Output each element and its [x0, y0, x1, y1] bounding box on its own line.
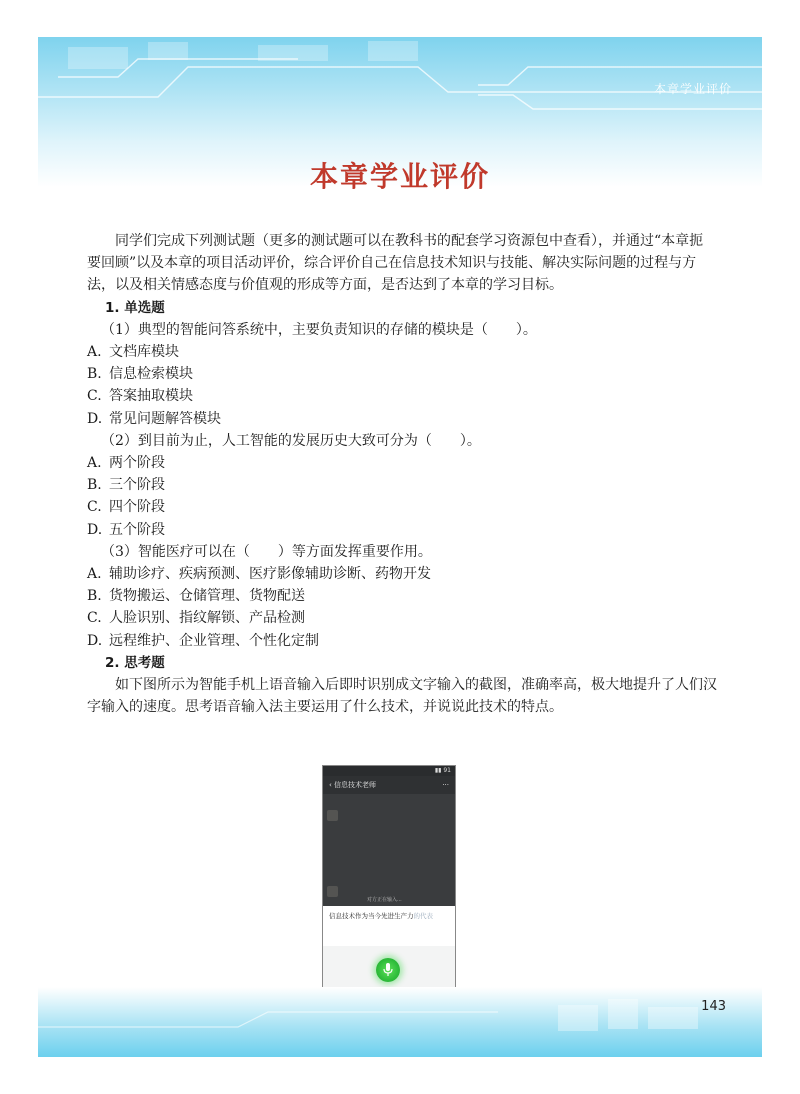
option-text: 三个阶段 — [109, 477, 165, 494]
option-item — [87, 474, 717, 496]
question-stem: （2）到目前为止，人工智能的发展历史大致可分为（ ）。 — [101, 432, 481, 449]
option-letter: D. — [87, 410, 103, 427]
question-stem: （1）典型的智能问答系统中，主要负责知识的存储的模块是（ ）。 — [101, 321, 537, 338]
option-text: 信息检索模块 — [109, 366, 193, 383]
page-number: 143 — [701, 999, 726, 1014]
option-letter: C. — [87, 388, 102, 405]
chat-title: 信息技术老师 — [334, 781, 377, 789]
footer-decoration — [38, 987, 762, 1057]
option-letter: B. — [87, 588, 102, 605]
option-item — [87, 341, 717, 363]
signal-icon: ▮▮ — [434, 767, 444, 774]
textbook-page — [38, 37, 762, 1057]
option-text: 远程维护、企业管理、个性化定制 — [109, 632, 319, 649]
option-item — [87, 363, 717, 385]
option-text: 人脸识别、指纹解锁、产品检测 — [109, 610, 305, 627]
battery-level: 91 — [443, 767, 451, 774]
back-arrow-icon: ‹ — [329, 781, 332, 789]
microphone-icon — [383, 963, 393, 977]
option-item — [87, 585, 717, 607]
option-item — [87, 385, 717, 407]
option-item — [87, 408, 717, 430]
option-item — [87, 496, 717, 518]
option-text: 两个阶段 — [109, 455, 165, 472]
header-chapter-label: 本章学业评价 — [653, 82, 732, 96]
question-stem: （3）智能医疗可以在（ ）等方面发挥重要作用。 — [101, 543, 432, 560]
recognized-text: 信息技术作为当今先进生产力 — [329, 912, 414, 920]
section-heading-thinking: 2. 思考题 — [105, 654, 165, 671]
chat-header — [323, 776, 455, 794]
option-item — [87, 519, 717, 541]
option-text: 辅助诊疗、疾病预测、医疗影像辅助诊断、药物开发 — [109, 566, 431, 583]
avatar — [327, 810, 338, 821]
option-text: 常见问题解答模块 — [109, 410, 221, 427]
option-text: 答案抽取模块 — [109, 388, 193, 405]
option-text: 文档库模块 — [109, 344, 179, 361]
chapter-title: 本章学业评价 — [309, 160, 490, 193]
option-letter: B. — [87, 366, 102, 383]
option-text: 货物搬运、仓储管理、货物配送 — [109, 588, 305, 605]
footer-banner — [38, 987, 762, 1057]
avatar — [327, 886, 338, 897]
option-letter: C. — [87, 610, 102, 627]
option-letter: D. — [87, 632, 103, 649]
option-item — [87, 630, 717, 652]
option-letter: A. — [87, 455, 102, 472]
page-content — [87, 230, 717, 718]
option-item — [87, 452, 717, 474]
option-text: 五个阶段 — [109, 521, 165, 538]
pending-text: 的代表 — [413, 912, 433, 920]
chat-area — [323, 794, 455, 906]
section-heading-single-choice: 1. 单选题 — [105, 299, 165, 316]
thinking-question-text: 如下图所示为智能手机上语音输入后即时识别成文字输入的截图，准确率高，极大地提升了人们汉字输入的速度。思考语音输入法主要运用了什么技术，并说说此技术的特点。 — [87, 677, 717, 716]
option-item — [87, 563, 717, 585]
option-letter: A. — [87, 566, 102, 583]
option-letter: A. — [87, 344, 102, 361]
option-letter: D. — [87, 521, 103, 538]
phone-screenshot — [322, 765, 456, 1001]
voice-input-text — [323, 906, 455, 946]
option-item — [87, 607, 717, 629]
microphone-button — [376, 958, 400, 982]
more-menu-icon: ··· — [442, 781, 449, 789]
option-letter: C. — [87, 499, 102, 516]
option-letter: B. — [87, 477, 102, 494]
intro-paragraph: 同学们完成下列测试题（更多的测试题可以在教科书的配套学习资源包中查看），并通过“本章扼要回顾”以及本章的项目活动评价，综合评价自己在信息技术知识与技能、解决实际问题的过程与方法，以及相关情感态度与价值观的形成等方面，是否达到了本章的学习目标。 — [87, 233, 704, 294]
option-text: 四个阶段 — [109, 499, 165, 516]
phone-status-bar — [323, 766, 455, 776]
chat-caption: 对方正在输入... — [367, 897, 402, 903]
